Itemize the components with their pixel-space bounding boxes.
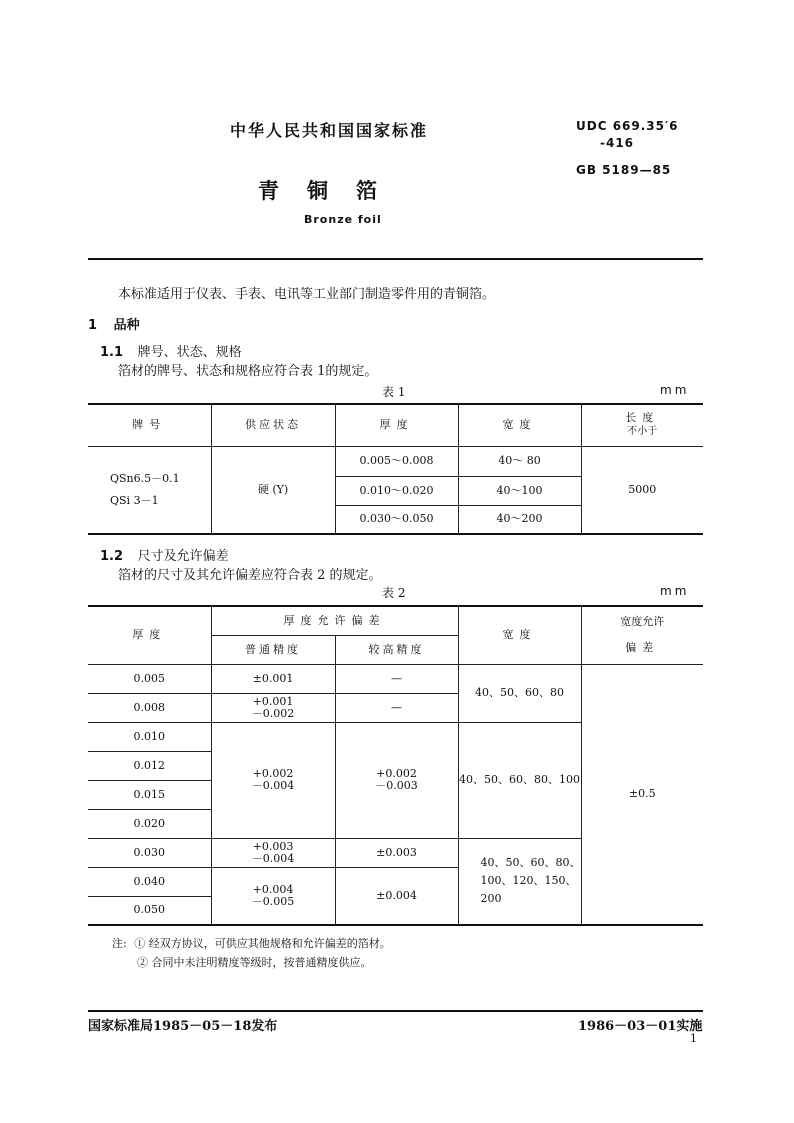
t2-high-0005: — — [335, 664, 458, 693]
t2-normal-0030-lower: －0.004 — [251, 851, 295, 865]
t1-thickness-3: 0.030～0.050 — [335, 505, 458, 534]
t2-high-0010-0020 — [335, 722, 458, 838]
t2-width-tolerance: ±0.5 — [581, 664, 703, 925]
table-row — [88, 446, 703, 476]
t2-normal-0008-lower: －0.002 — [251, 706, 295, 720]
t2-header-width-tol-1: 宽度允许 — [620, 615, 665, 629]
t2-header-width-tol-2: 偏差 — [625, 641, 660, 655]
t2-normal-0005: ±0.001 — [211, 664, 335, 693]
t1-grades-cell — [88, 446, 211, 534]
t2-thickness-0012: 0.012 — [88, 751, 211, 780]
udc-code-line1: UDC 669.35′6 — [576, 119, 679, 133]
section-1-1-text: 箔材的牌号、状态和规格应符合表 1的规定。 — [118, 364, 378, 379]
t2-header-high: 较高精度 — [335, 635, 458, 664]
t2-thickness-0030: 0.030 — [88, 838, 211, 867]
section-1-2-number: 1.2 — [100, 549, 124, 564]
t2-thickness-0050: 0.050 — [88, 896, 211, 925]
t1-state: 硬 (Y) — [211, 446, 335, 534]
t2-high-0008: — — [335, 693, 458, 722]
table-row — [88, 664, 703, 693]
t2-header-width: 宽度 — [458, 606, 581, 664]
section-1-title: 品种 — [113, 318, 140, 333]
t1-header-grade: 牌号 — [88, 404, 211, 446]
t1-width-3: 40～200 — [458, 505, 581, 534]
t1-header-length-sub: 不小于 — [627, 426, 658, 438]
section-1-1-heading — [100, 341, 242, 360]
document-title-cn: 青铜箔 — [258, 178, 405, 203]
t2-normal-0030-upper: +0.003 — [252, 839, 294, 853]
t2-thickness-0005: 0.005 — [88, 664, 211, 693]
section-1-2-heading — [100, 545, 229, 564]
section-1-number: 1 — [88, 318, 98, 333]
t2-header-width-tol-cell — [581, 606, 703, 664]
table-2-header-row-1 — [88, 606, 703, 635]
t2-width-group-3-line1: 40、50、60、80、 — [480, 856, 581, 870]
table-1-unit: mm — [660, 383, 690, 397]
t2-high-0040-0050: ±0.004 — [335, 867, 458, 925]
section-1-heading — [88, 314, 140, 333]
footer-rule — [88, 1010, 703, 1012]
t1-grade-1: QSn6.5－0.1 — [110, 471, 180, 485]
t1-header-length: 长度 — [625, 411, 660, 425]
t1-thickness-2: 0.010～0.020 — [335, 476, 458, 505]
table-1 — [88, 403, 703, 535]
t1-width-2: 40～100 — [458, 476, 581, 505]
udc-code-line2: -416 — [600, 136, 635, 150]
gb-code: GB 5189—85 — [576, 163, 672, 177]
t2-normal-0040-upper: +0.004 — [252, 882, 294, 896]
section-1-1-number: 1.1 — [100, 345, 124, 360]
t2-normal-0010-lower: －0.004 — [251, 779, 295, 792]
t2-width-group-3-line2: 100、120、150、 — [480, 874, 577, 888]
t2-thickness-0040: 0.040 — [88, 867, 211, 896]
t1-grade-2: QSi 3－1 — [110, 493, 159, 507]
t2-width-group-3-line3: 200 — [480, 892, 502, 906]
t2-normal-0040-lower: －0.005 — [251, 894, 295, 908]
t1-header-state: 供应状态 — [211, 404, 335, 446]
t2-high-0010-lower: －0.003 — [375, 779, 418, 792]
note-2: ② 合同中未注明精度等级时，按普通精度供应。 — [137, 956, 372, 969]
t2-header-normal: 普通精度 — [211, 635, 335, 664]
t2-width-group-3 — [458, 838, 581, 925]
t2-width-group-1: 40、50、60、80 — [458, 664, 581, 722]
t1-header-thickness: 厚度 — [335, 404, 458, 446]
table-2-caption: 表 2 — [382, 586, 406, 600]
t2-normal-0010-0020 — [211, 722, 335, 838]
t1-length: 5000 — [581, 446, 703, 534]
t1-thickness-1: 0.005～0.008 — [335, 446, 458, 476]
page-number: 1 — [690, 1032, 697, 1045]
t2-normal-0008-upper: +0.001 — [252, 694, 294, 708]
table-2-unit: mm — [660, 584, 690, 598]
t2-thickness-0015: 0.015 — [88, 780, 211, 809]
t2-width-group-2: 40、50、60、80、100 — [458, 722, 581, 838]
table-1-caption: 表 1 — [382, 385, 406, 399]
issue-date: 国家标准局1985－05－18发布 — [88, 1019, 278, 1034]
header-rule — [88, 258, 703, 260]
t2-normal-0010-upper: +0.002 — [252, 767, 294, 780]
t1-width-1: 40～ 80 — [458, 446, 581, 476]
t2-high-0030: ±0.003 — [335, 838, 458, 867]
t2-header-thickness: 厚度 — [88, 606, 211, 664]
section-1-2-title: 尺寸及允许偏差 — [137, 549, 229, 564]
t2-header-tolerance: 厚度允许偏差 — [211, 606, 458, 635]
note-label: 注: — [112, 937, 127, 950]
note-1 — [112, 935, 391, 951]
document-title-en: Bronze foil — [304, 213, 382, 226]
t1-header-length-cell — [581, 404, 703, 446]
intro-paragraph: 本标准适用于仪表、手表、电讯等工业部门制造零件用的青铜箔。 — [118, 287, 496, 302]
effective-date: 1986－03－01实施 — [578, 1019, 703, 1034]
standard-name: 中华人民共和国国家标准 — [230, 121, 429, 140]
t2-normal-0040-0050 — [211, 867, 335, 925]
t2-high-0010-upper: +0.002 — [376, 767, 417, 780]
t2-thickness-0010: 0.010 — [88, 722, 211, 751]
t2-thickness-0020: 0.020 — [88, 809, 211, 838]
section-1-2-text: 箔材的尺寸及其允许偏差应符合表 2 的规定。 — [118, 568, 382, 583]
t1-header-width: 宽度 — [458, 404, 581, 446]
t2-thickness-0008: 0.008 — [88, 693, 211, 722]
t2-normal-0008 — [211, 693, 335, 722]
note-1-text: ① 经双方协议，可供应其他规格和允许偏差的箔材。 — [134, 937, 391, 950]
section-1-1-title: 牌号、状态、规格 — [137, 345, 242, 360]
table-1-header-row — [88, 404, 703, 446]
t2-normal-0030 — [211, 838, 335, 867]
table-2 — [88, 605, 703, 926]
